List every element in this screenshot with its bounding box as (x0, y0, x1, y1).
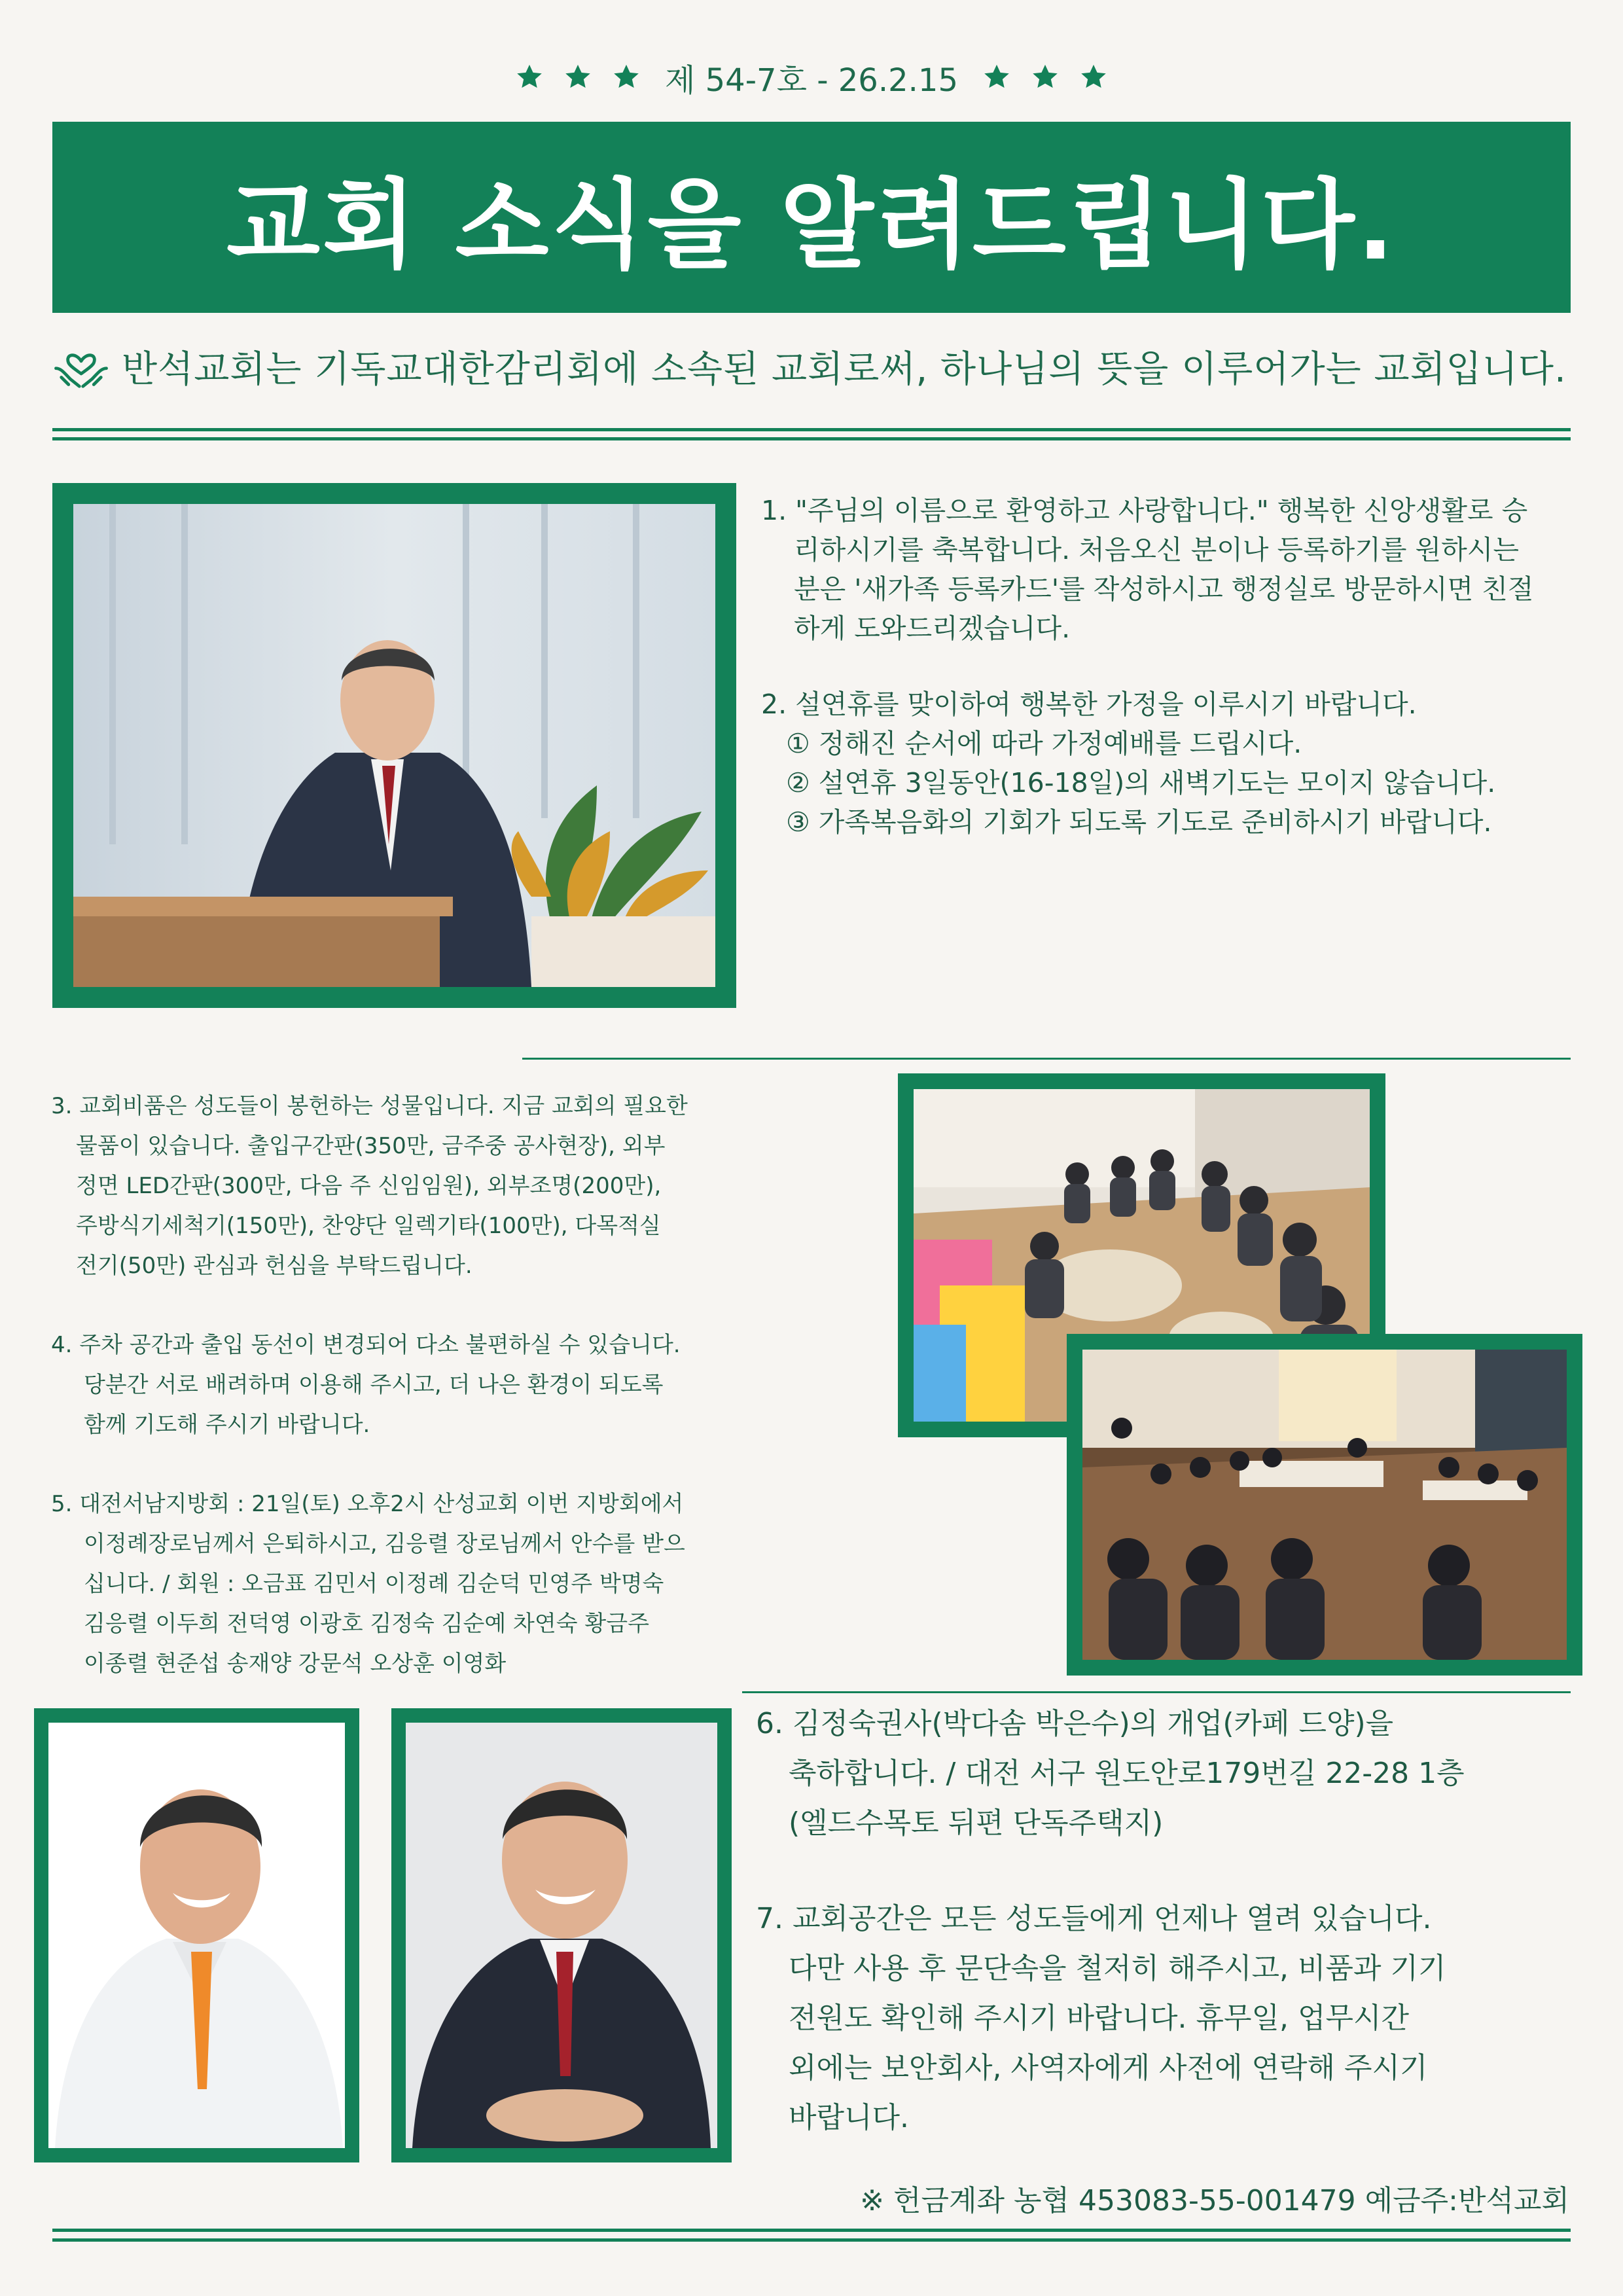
title-banner (52, 122, 1571, 313)
divider-top-2 (52, 437, 1571, 440)
notice-line: 바랍니다. (789, 2101, 910, 2134)
star-icon (1030, 62, 1060, 92)
notice-line: 축하합니다. / 대전 서구 원도안로179번길 22-28 1층 (789, 1757, 1465, 1790)
intro-text: 반석교회는 기독교대한감리회에 소속된 교회로써, 하나님의 뜻을 이루어가는 교회입니다. (122, 348, 1567, 391)
notice-4 (51, 1325, 882, 1445)
notice-line: 분은 '새가족 등록카드'를 작성하시고 행정실로 방문하시면 친절 (794, 573, 1534, 605)
notice-line: 이종렬 현준섭 송재양 강문석 오상훈 이영화 (84, 1651, 507, 1677)
notice-line: ① 정해진 순서에 따라 가정예배를 드립시다. (786, 728, 1302, 759)
pastor-portrait-suit-photo (391, 1708, 732, 2162)
notice-1 (761, 491, 1573, 648)
notice-line: 2. 설연휴를 맞이하여 행복한 가정을 이루시기 바랍니다. (761, 689, 1417, 720)
notice-line: 4. 주차 공간과 출입 동선이 변경되어 다소 불편하실 수 있습니다. (51, 1332, 681, 1358)
notice-line: 십니다. / 회원 : 오금표 김민서 이정례 김순덕 민영주 박명숙 (84, 1571, 664, 1597)
notice-line: 정면 LED간판(300만, 다음 주 신임임원), 외부조명(200만), (76, 1173, 662, 1199)
notice-line: 이정례장로님께서 은퇴하시고, 김응렬 장로님께서 안수를 받으 (84, 1531, 685, 1557)
star-group-right (982, 62, 1109, 92)
notice-line: 함께 기도해 주시기 바랍니다. (84, 1412, 370, 1438)
church-intro (52, 335, 1571, 398)
notice-line: 전원도 확인해 주시기 바랍니다. 휴무일, 업무시간 (789, 2001, 1409, 2035)
star-icon (563, 62, 593, 92)
notice-line: 5. 대전서남지방회 : 21일(토) 오후2시 산성교회 이번 지방회에서 (51, 1491, 684, 1517)
notice-line: 3. 교회비품은 성도들이 봉헌하는 성물입니다. 지금 교회의 필요한 (51, 1093, 688, 1119)
notice-line: 외에는 보안회사, 사역자에게 사전에 연락해 주시기 (789, 2051, 1428, 2085)
notice-3 (51, 1086, 882, 1286)
notice-line: 당분간 서로 배려하며 이용해 주시고, 더 나은 환경이 되도록 (84, 1372, 664, 1398)
star-icon (514, 62, 544, 92)
notice-line: 리하시기를 축복합니다. 처음오신 분이나 등록하기를 원하시는 (794, 534, 1519, 565)
notice-5 (51, 1484, 882, 1684)
star-icon (1079, 62, 1109, 92)
notice-line: 6. 김정숙권사(박다솜 박은수)의 개업(카페 드양)을 (756, 1707, 1394, 1740)
divider-right (742, 1691, 1571, 1693)
notice-line: 1. "주님의 이름으로 환영하고 사랑합니다." 행복한 신앙생활로 승 (761, 495, 1528, 526)
star-icon (611, 62, 641, 92)
fellowship-photo (1067, 1334, 1582, 1676)
notice-6 (756, 1699, 1580, 1848)
divider-middle (522, 1058, 1571, 1060)
divider-top-1 (52, 428, 1571, 431)
notice-line: 김응렬 이두희 전덕영 이광호 김정숙 김순예 차연숙 황금주 (84, 1611, 649, 1637)
notice-line: 다만 사용 후 문단속을 철저히 해주시고, 비품과 기기 (789, 1952, 1446, 1985)
divider-bottom-2 (52, 2238, 1571, 2242)
notice-line: ③ 가족복음화의 기회가 되도록 기도로 준비하시기 바랍니다. (786, 806, 1492, 838)
notice-block-3-5 (51, 1086, 882, 1684)
notice-line: 7. 교회공간은 모든 성도들에게 언제나 열려 있습니다. (756, 1902, 1432, 1935)
page-title: 교회 소식을 알려드립니다. (226, 169, 1397, 281)
notice-block-1-2 (761, 491, 1573, 842)
notice-line: 하게 도와드리겠습니다. (794, 613, 1071, 644)
pastor-portrait-white-photo (34, 1708, 359, 2162)
notice-7 (756, 1894, 1580, 2143)
issue-number: 제 54-7호 - 26.2.15 (665, 62, 958, 99)
notice-line: 주방식기세척기(150만), 찬양단 일렉기타(100만), 다목적실 (76, 1213, 661, 1239)
notice-2 (761, 685, 1573, 842)
hands-heart-icon (52, 341, 110, 392)
notice-line: (엘드수목토 뒤편 단독주택지) (789, 1806, 1164, 1840)
star-icon (982, 62, 1012, 92)
star-group-left (514, 62, 641, 92)
divider-bottom-1 (52, 2229, 1571, 2232)
notice-line: 전기(50만) 관심과 헌심을 부탁드립니다. (76, 1253, 473, 1279)
notice-line: ② 설연휴 3일동안(16-18일)의 새벽기도는 모이지 않습니다. (786, 767, 1496, 798)
pastor-pulpit-photo (52, 483, 736, 1008)
notice-block-6-7 (756, 1699, 1580, 2143)
issue-line (0, 51, 1623, 103)
notice-line: 물품이 있습니다. 출입구간판(350만, 금주중 공사현장), 외부 (76, 1133, 666, 1159)
offering-account: ※ 헌금계좌 농협 453083-55-001479 예금주:반석교회 (860, 2184, 1569, 2217)
